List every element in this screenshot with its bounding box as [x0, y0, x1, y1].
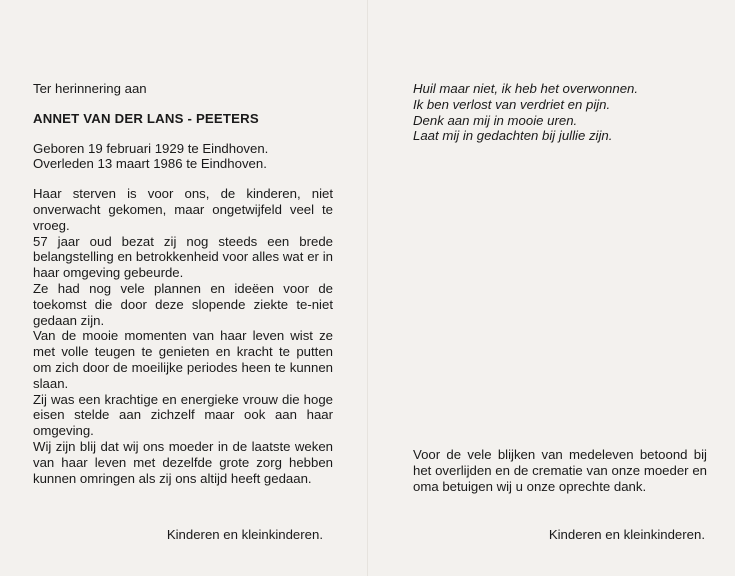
tribute-paragraph: Wij zijn blij dat wij ons moeder in de laatste weken van haar leven met dezelfde grote zorg hebben kunnen omringen als zij ons altijd heeft gedaan.: [33, 438, 333, 486]
tribute-text: [33, 186, 333, 486]
card-fold-line: [367, 0, 368, 576]
poem-line: Denk aan mij in mooie uren.: [413, 112, 578, 128]
tribute-paragraph: Zij was een krachtige en energieke vrouw die hoge eisen stelde aan zichzelf maar ook aan haar omgeving.: [33, 391, 333, 439]
life-dates: [33, 141, 333, 173]
left-signature: Kinderen en kleinkinderen.: [166, 527, 323, 542]
thank-you-text: Voor de vele blijken van medeleven betoond bij het overlijden en de crematie van onze moeder en oma betuigen wij u onze oprechte dank.: [413, 447, 707, 494]
poem: [413, 81, 713, 144]
poem-line: Laat mij in gedachten bij jullie zijn.: [413, 128, 613, 144]
right-signature: Kinderen en kleinkinderen.: [548, 527, 705, 542]
tribute-paragraph: Van de mooie momenten van haar leven wist ze met volle teugen te genieten en kracht te putten om zich door de moeilijke periodes heen te kunnen slaan.: [33, 328, 333, 391]
birth-line: Geboren 19 februari 1929 te Eindhoven.: [33, 140, 269, 156]
tribute-paragraph: 57 jaar oud bezat zij nog steeds een brede belangstelling en betrokkenheid voor alles wat er in haar omgeving gebeurde.: [33, 233, 333, 281]
death-line: Overleden 13 maart 1986 te Eindhoven.: [33, 156, 267, 172]
left-panel: [33, 81, 333, 486]
poem-line: Ik ben verlost van verdriet en pijn.: [413, 96, 611, 112]
tribute-paragraph: Haar sterven is voor ons, de kinderen, niet onverwacht gekomen, maar ongetwijfeld veel te vroeg.: [33, 186, 333, 233]
poem-line: Huil maar niet, ik heb het overwonnen.: [413, 81, 639, 96]
tribute-paragraph: Ze had nog vele plannen en ideëen voor de toekomst die door deze slopende ziekte te-niet gedaan zijn.: [33, 280, 333, 328]
intro-text: Ter herinnering aan: [33, 81, 147, 96]
deceased-name: ANNET VAN DER LANS - PEETERS: [33, 110, 259, 126]
